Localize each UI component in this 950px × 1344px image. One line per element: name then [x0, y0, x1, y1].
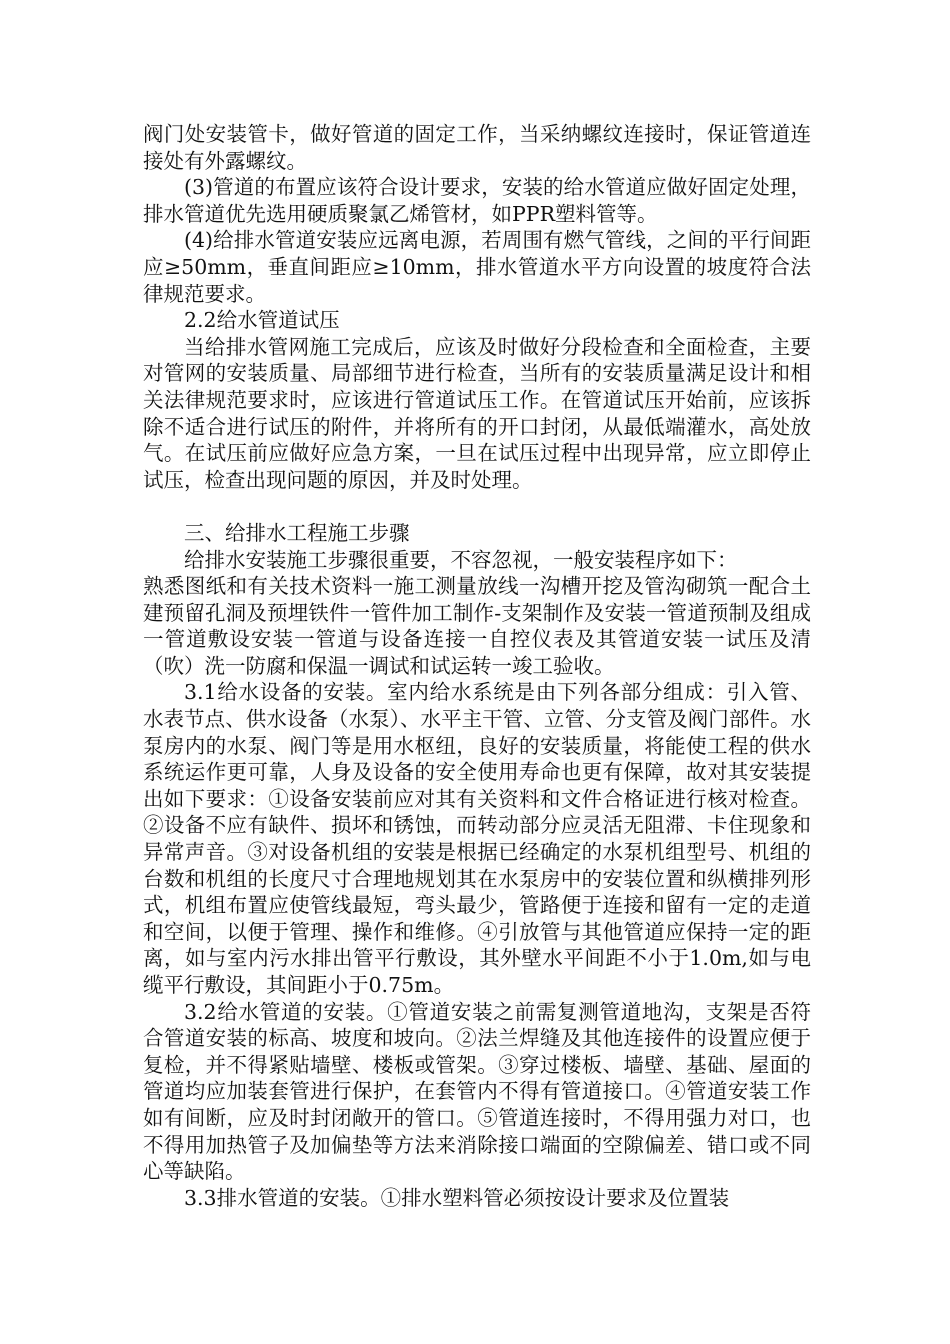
section-heading-2-2: 2.2给水管道试压 [184, 308, 340, 333]
paragraph-section-3-3: 3.3排水管道的安装。①排水塑料管必须按设计要求及位置装 [184, 1185, 730, 1210]
chapter-heading-3: 三、给排水工程施工步骤 [184, 520, 410, 545]
paragraph-steps-sequence: 熟悉图纸和有关技术资料一施工测量放线一沟槽开挖及管沟砌筑一配合土建预留孔洞及预埋铁件一管件加工制作-支架制作及安装一管道预制及组成一管道敷设安装一管道与设备连接一自控仪表及其管道安装一试压及清（吹）洗一防腐和保温一调试和试运转一竣工验收。 [143, 574, 811, 678]
paragraph-section-3-1: 3.1给水设备的安装。室内给水系统是由下列各部分组成：引入管、水表节点、供水设备（水泵）、水平主干管、立管、分支管及阀门部件。水泵房内的水泵、阀门等是用水枢纽，良好的安装质量，将能使工程的供水系统运作更可靠，人身及设备的安全使用寿命也更有保障，故对其安装提出如下要求：①设备安装前应对其有关资料和文件合格证进行核对检查。②设备不应有缺件、损坏和锈蚀，而转动部分应灵活无阻滞、卡住现象和异常声音。③对设备机组的安装是根据已经确定的水泵机组型号、机组的台数和机组的长度尺寸合理地规划其在水泵房中的安装位置和纵横排列形式，机组布置应使管线最短，弯头最少，管路便于连接和留有一定的走道和空间，以便于管理、操作和维修。④引放管与其他管道应保持一定的距离，如与室内污水排出管平行敷设，其外壁水平间距不小于1.0m,如与电缆平行敷设，其间距小于0.75m。 [143, 680, 811, 997]
paragraph-item-3: (3)管道的布置应该符合设计要求，安装的给水管道应做好固定处理，排水管道优先选用硬质聚氯乙烯管材，如PPR塑料管等。 [143, 175, 811, 226]
paragraph-section-3-2: 3.2给水管道的安装。①管道安装之前需复测管道地沟，支架是否符合管道安装的标高、坡度和坡向。②法兰焊缝及其他连接件的设置应便于复检，并不得紧贴墙壁、楼板或管架。③穿过楼板、墙壁、基础、屋面的管道均应加装套管进行保护，在套管内不得有管道接口。④管道安装工作如有间断，应及时封闭敞开的管口。⑤管道连接时，不得用强力对口，也不得用加热管子及加偏垫等方法来消除接口端面的空隙偏差、错口或不同心等缺陷。 [143, 999, 811, 1184]
paragraph-pressure-test: 当给排水管网施工完成后，应该及时做好分段检查和全面检查，主要对管网的安装质量、局部细节进行检查，当所有的安装质量满足设计和相关法律规范要求时，应该进行管道试压工作。在管道试压开始前，应该拆除不适合进行试压的附件，并将所有的开口封闭，从最低端灌水，高处放气。在试压前应做好应急方案，一旦在试压过程中出现异常，应立即停止试压，检查出现问题的原因，并及时处理。 [143, 334, 811, 492]
document-body [143, 121, 811, 1211]
paragraph-continuation: 阀门处安装管卡，做好管道的固定工作，当采纳螺纹连接时，保证管道连接处有外露螺纹。 [143, 122, 811, 173]
paragraph-item-4: (4)给排水管道安装应远离电源，若周围有燃气管线，之间的平行间距应≥50mm，垂直间距应≥10mm，排水管道水平方向设置的坡度符合法律规范要求。 [143, 228, 811, 306]
paragraph-steps-intro: 给排水安装施工步骤很重要，不容忽视，一般安装程序如下： [184, 547, 738, 572]
blank-line [143, 493, 811, 520]
